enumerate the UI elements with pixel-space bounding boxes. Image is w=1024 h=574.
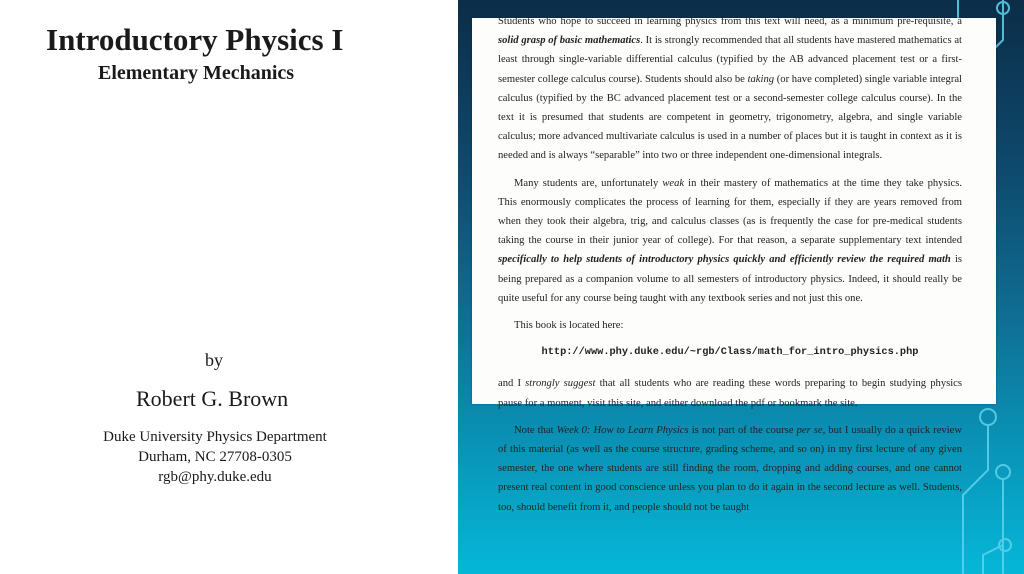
- paragraph-1: Students who hope to succeed in learning physics from this text will need, as a minimum pre-requisite, a solid grasp of basic mathematics. It is strongly recommended that all students have mastered mathematics at least through single-variable differential calculus (typified by the AB advanced placement test or a first-semester college calculus course). Students should also be taking (or have completed) single variable integral calculus (typified by the BC advanced placement test or a second-semester college calculus course). In the text it is presumed that students are competent in geometry, trigonometry, algebra, and single variable calculus; more advanced multivariate calculus is used in a number of places but it is taught in context as it is needed and is always “separable” into two or three independent one-dimensional integrals.: [498, 16, 963, 162]
- paragraph-4: and I strongly suggest that all students who are reading these words preparing to begin studying physics pause for a moment, visit this site, and either download the pdf or bookmark the site.: [498, 378, 963, 409]
- paragraph-2: Many students are, unfortunately weak in their mastery of mathematics at the time they take physics. This enormously complicates the process of learning for them, especially if they are years removed from when they took their algebra, trig, and calculus classes (as is frequently the case for pre-medical students taking the course in their junior year of college). For that reason, a separate supplementary text intended specifically to help students of introductory physics quickly and efficiently review the required math is being prepared as a companion volume to all semesters of introductory physics. Indeed, it should really be quite useful for any course being taught with any textbook series and not just this one.: [498, 177, 963, 304]
- circuit-node-bottom-2: [996, 465, 1010, 479]
- book-url: http://www.phy.duke.edu/~rgb/Class/math_for_intro_physics.php: [541, 346, 919, 359]
- title-page: [0, 0, 458, 574]
- author-name: Robert G. Brown: [136, 386, 289, 411]
- paragraph-3: This book is located here:: [514, 320, 624, 332]
- paragraph-5: Note that Week 0: How to Learn Physics is not part of the course per se, but I usually do a quick review of this material (as well as the course structure, grading scheme, and so on) in my first lecture of any given semester, the one where students are still finding the room, dropping and adding courses, and one cannot present real content in good conscience unless you plan to do it again in the second lecture as well. Students, too, should benefit from it, and people should not be taught: [498, 424, 963, 513]
- book-title: Introductory Physics I: [46, 22, 344, 57]
- excerpt-text: [498, 12, 962, 525]
- affiliation-address: Durham, NC 27708-0305: [138, 449, 292, 465]
- affiliation-department: Duke University Physics Department: [103, 429, 327, 445]
- circuit-line-bottom-1: [963, 425, 988, 574]
- book-subtitle: Elementary Mechanics: [98, 62, 295, 84]
- circuit-node-bottom-1: [980, 409, 996, 425]
- by-label: by: [205, 350, 223, 370]
- book-page-excerpt: [472, 16, 996, 513]
- affiliation-email: rgb@phy.duke.edu: [158, 469, 272, 485]
